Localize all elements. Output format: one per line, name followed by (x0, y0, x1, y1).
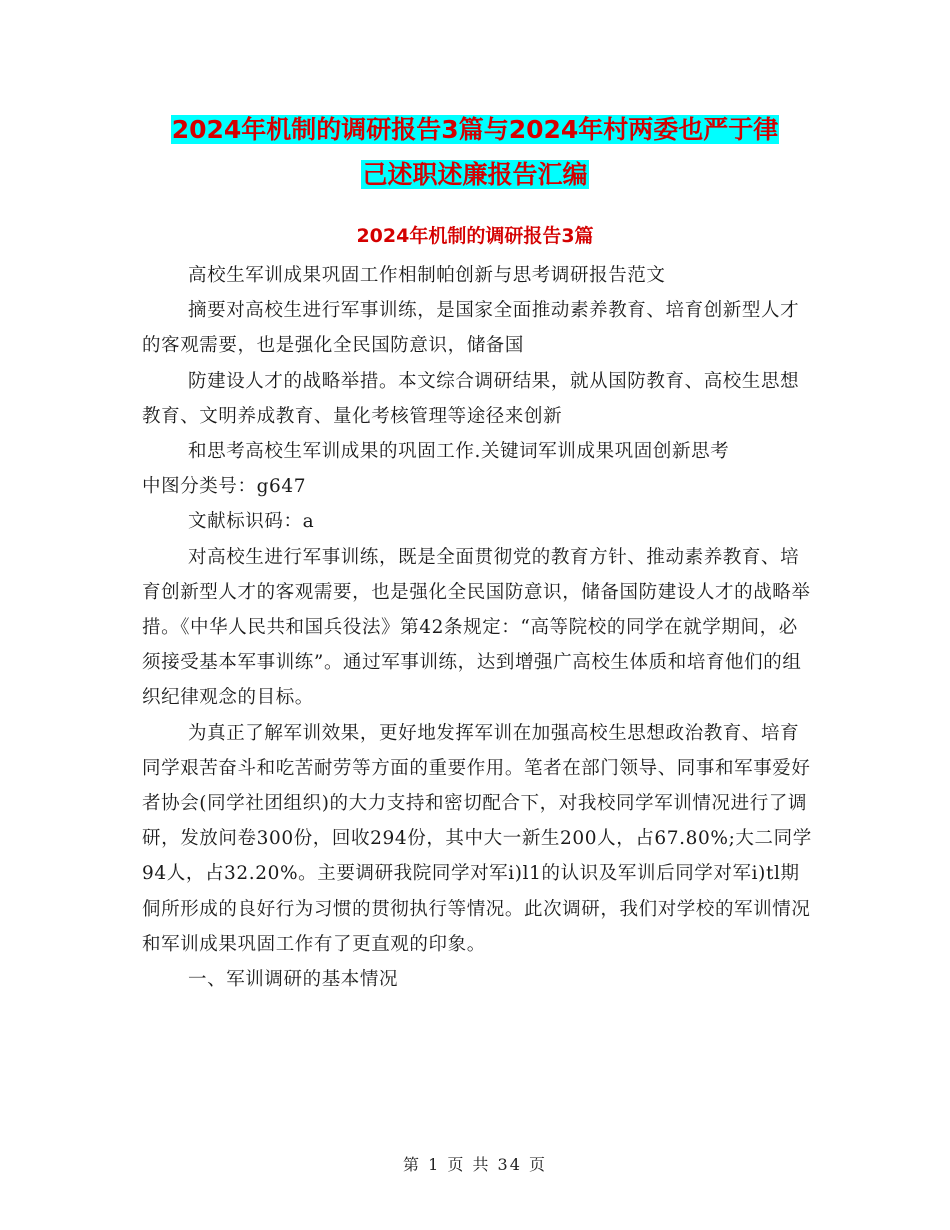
paragraph-keywords: 和思考高校生军训成果的巩固工作.关键词军训成果巩固创新思考 (188, 441, 730, 463)
paragraph-intro: 对高校生进行军事训练，既是全面贯彻党的教育方针、推动素养教育、培育创新型人才的客观需要，也是强化全民国防意识，储备国防建设人才的战略举措。《中华人民共和国兵役法》第42条规定：“高等院校的同学在就学期间，必须接受基本军事训练”。通过军事训练，达到增强广高校生体质和培育他们的组织纪律观念的目标。 (142, 546, 811, 709)
page-footer: 第 1 页 共 34 页 (403, 1155, 547, 1174)
main-title-line1 (0, 110, 950, 150)
main-title-line2-text: 己述职述廉报告汇编 (362, 160, 588, 189)
main-title-line1-text: 2024年机制的调研报告3篇与2024年村两委也严于律 (171, 115, 779, 144)
paragraph-doc-code: 文献标识码：a (188, 511, 315, 533)
paragraph-survey: 为真正了解军训效果，更好地发挥军训在加强高校生思想政治教育、培育同学艰苦奋斗和吃苦耐劳等方面的重要作用。笔者在部门领导、同事和军事爱好者协会(同学社团组织)的大力支持和密切配合下，对我校同学军训情况进行了调研，发放问卷300份，回收294份，其中大一新生200人，占67.80%;大二同学94人，占32.20%。主要调研我院同学对军i)l1的认识及军训后同学对军i)tl期侗所形成的良好行为习惯的贯彻执行等情况。此次调研，我们对学校的军训情况和军训成果巩固工作有了更直观的印象。 (142, 722, 812, 955)
section-title: 2024年机制的调研报告3篇 (356, 225, 594, 247)
paragraph-abstract-continued: 防建设人才的战略举措。本文综合调研结果，就从国防教育、高校生思想教育、文明养成教育、量化考核管理等途径来创新 (142, 370, 800, 427)
paragraph-report-title: 高校生军训成果巩固工作相制帕创新与思考调研报告范文 (188, 265, 666, 286)
paragraph-abstract: 摘要对高校生进行军事训练，是国家全面推动素养教育、培育创新型人才的客观需要，也是强化全民国防意识，储备国 (142, 300, 800, 357)
paragraph-classification: 中图分类号：g647 (142, 476, 307, 498)
body-text (142, 258, 814, 997)
main-title-line2 (0, 155, 950, 195)
paragraph-heading-1: 一、军训调研的基本情况 (188, 969, 399, 991)
